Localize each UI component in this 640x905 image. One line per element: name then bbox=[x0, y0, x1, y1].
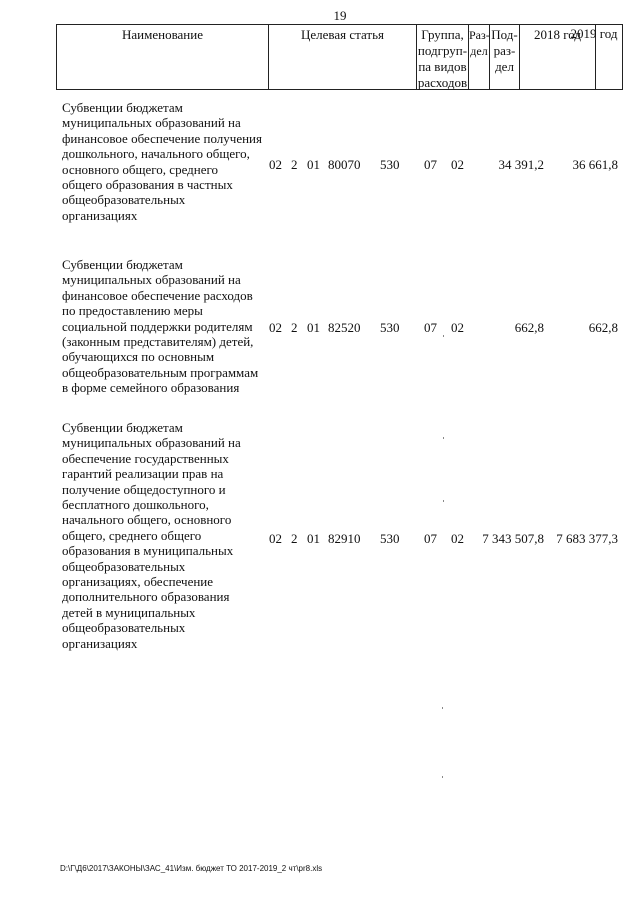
name-line: муниципальных образований на bbox=[62, 115, 241, 131]
name-line: общего, среднего общего bbox=[62, 527, 202, 543]
value-2018: 34 391,2 bbox=[498, 157, 544, 172]
header-subsection-line: раз- bbox=[493, 43, 516, 58]
subsection-code: 02 bbox=[451, 531, 464, 546]
section-code: 07 bbox=[424, 157, 437, 172]
name-line: финансовое обеспечение получения bbox=[62, 130, 262, 146]
target-code-2: 2 bbox=[291, 157, 298, 172]
target-code-4: 82520 bbox=[328, 320, 361, 335]
name-line: в форме семейного образования bbox=[62, 380, 240, 396]
name-line: обеспечение государственных bbox=[62, 450, 229, 466]
scan-speck bbox=[442, 707, 443, 709]
name-line: Субвенции бюджетам bbox=[62, 257, 183, 272]
header-subsection bbox=[489, 25, 519, 89]
group-code: 530 bbox=[380, 157, 400, 172]
name-line: детей в муниципальных bbox=[62, 604, 196, 620]
target-code-3: 01 bbox=[307, 320, 320, 335]
subsection-code: 02 bbox=[451, 320, 464, 335]
name-line: муниципальных образований на bbox=[62, 435, 241, 451]
row-name bbox=[62, 100, 267, 223]
table-header bbox=[56, 24, 623, 90]
name-line: основного общего, среднего bbox=[62, 161, 219, 177]
target-code-2: 2 bbox=[291, 320, 298, 335]
name-line: (законным представителям) детей, bbox=[62, 334, 254, 350]
target-code-4: 80070 bbox=[328, 157, 361, 172]
name-line: обучающихся по основным bbox=[62, 349, 215, 365]
name-line: общеобразовательных bbox=[62, 620, 186, 636]
name-line: финансовое обеспечение расходов bbox=[62, 287, 253, 303]
scan-speck bbox=[442, 776, 443, 778]
header-section bbox=[468, 25, 489, 89]
scan-speck bbox=[443, 437, 444, 439]
scan-speck bbox=[443, 335, 444, 337]
page-number: 19 bbox=[333, 8, 347, 23]
name-line: дополнительного образования bbox=[62, 589, 230, 605]
name-line: гарантий реализации прав на bbox=[62, 466, 224, 482]
name-line: Субвенции бюджетам bbox=[62, 420, 183, 435]
header-group-line: подгруп- bbox=[417, 43, 468, 58]
target-code-2: 2 bbox=[291, 531, 298, 546]
header-section-line: Раз- bbox=[469, 28, 490, 42]
name-line: организациях bbox=[62, 635, 138, 651]
name-line: социальной поддержки родителям bbox=[62, 318, 253, 334]
name-line: организациях, обеспечение bbox=[62, 574, 214, 590]
header-2018: 2018 год bbox=[519, 25, 595, 89]
name-line: Субвенции бюджетам bbox=[62, 100, 183, 115]
header-2019: 2019 год bbox=[570, 26, 618, 41]
name-line: общеобразовательных bbox=[62, 192, 186, 208]
name-line: общеобразовательных bbox=[62, 558, 186, 574]
name-line: начального общего, основного bbox=[62, 512, 232, 528]
value-2018: 7 343 507,8 bbox=[482, 531, 544, 546]
target-code-1: 02 bbox=[269, 531, 282, 546]
name-line: общего образования в частных bbox=[62, 177, 233, 193]
name-line: дошкольного, начального общего, bbox=[62, 146, 250, 162]
header-subsection-line: Под- bbox=[491, 27, 518, 42]
value-2019: 662,8 bbox=[588, 320, 618, 335]
name-line: по предоставлению меры bbox=[62, 303, 203, 319]
header-target: Целевая статья bbox=[268, 25, 416, 89]
header-subsection-line: дел bbox=[495, 59, 514, 74]
section-code: 07 bbox=[424, 531, 437, 546]
name-line: организациях bbox=[62, 207, 138, 223]
header-group-line: расходов bbox=[417, 75, 468, 90]
section-code: 07 bbox=[424, 320, 437, 335]
target-code-4: 82910 bbox=[328, 531, 361, 546]
value-2018: 662,8 bbox=[514, 320, 544, 335]
header-section-line: дел bbox=[470, 44, 488, 58]
name-line: бесплатного дошкольного, bbox=[62, 497, 209, 513]
file-path-footer: D:\Г\Д6\2017\ЗАКОНЫ\ЗАС_41\Изм. бюджет ТО 2017-2019_2 чт\pr8.xls bbox=[60, 864, 323, 873]
target-code-3: 01 bbox=[307, 157, 320, 172]
value-2019: 7 683 377,3 bbox=[556, 531, 618, 546]
header-group-line: па видов bbox=[418, 59, 467, 74]
target-code-1: 02 bbox=[269, 157, 282, 172]
scan-speck bbox=[443, 500, 444, 502]
group-code: 530 bbox=[380, 320, 400, 335]
name-line: образования в муниципальных bbox=[62, 543, 234, 559]
row-name bbox=[62, 257, 267, 396]
name-line: получение общедоступного и bbox=[62, 481, 226, 497]
group-code: 530 bbox=[380, 531, 400, 546]
header-name: Наименование bbox=[122, 27, 203, 42]
target-code-3: 01 bbox=[307, 531, 320, 546]
target-code-1: 02 bbox=[269, 320, 282, 335]
header-group-line: Группа, bbox=[421, 27, 464, 42]
name-line: общеобразовательным программам bbox=[62, 364, 259, 380]
value-2019: 36 661,8 bbox=[572, 157, 618, 172]
subsection-code: 02 bbox=[451, 157, 464, 172]
name-line: муниципальных образований на bbox=[62, 272, 241, 288]
header-group bbox=[416, 25, 468, 89]
row-name bbox=[62, 420, 267, 651]
